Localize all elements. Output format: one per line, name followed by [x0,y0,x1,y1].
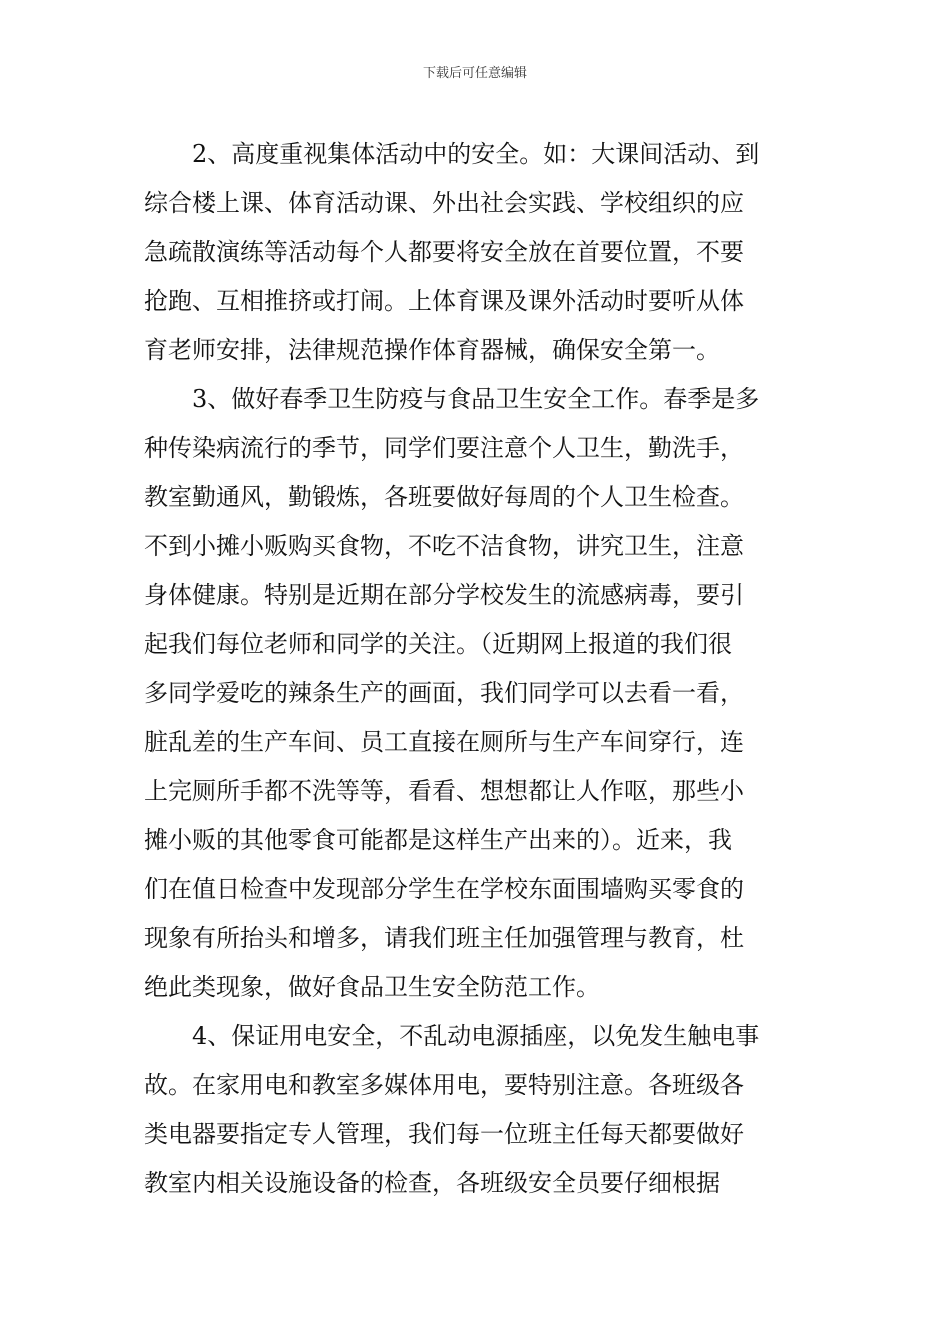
paragraph-2 [144,130,808,375]
paragraph-4 [144,1012,808,1208]
paragraph-3 [144,375,808,1012]
text-line: 摊小贩的其他零食可能都是这样生产出来的）。近来，我 [144,826,732,854]
text-line: 脏乱差的生产车间、员工直接在厕所与生产车间穿行，连 [144,728,744,756]
text-line: 绝此类现象，做好食品卫生安全防范工作。 [144,973,600,1001]
text-line: 们在值日检查中发现部分学生在学校东面围墙购买零食的 [144,875,744,903]
text-line: 急疏散演练等活动每个人都要将安全放在首要位置，不要 [144,238,744,266]
text-line: 身体健康。特别是近期在部分学校发生的流感病毒，要引 [144,581,744,609]
text-line: 故。在家用电和教室多媒体用电，要特别注意。各班级各 [144,1071,744,1099]
text-line: 不到小摊小贩购买食物，不吃不洁食物，讲究卫生，注意 [144,532,744,560]
text-line: 类电器要指定专人管理，我们每一位班主任每天都要做好 [144,1120,744,1148]
text-line: 现象有所抬头和增多，请我们班主任加强管理与教育，杜 [144,924,744,952]
text-line: 多同学爱吃的辣条生产的画面，我们同学可以去看一看， [144,679,744,707]
text-line: 2、高度重视集体活动中的安全。如：大课间活动、到 [192,140,760,168]
text-line: 上完厕所手都不洗等等，看看、想想都让人作呕，那些小 [144,777,744,805]
text-line: 4、保证用电安全，不乱动电源插座，以免发生触电事 [192,1022,760,1050]
page-header: 下载后可任意编辑 [422,66,527,81]
text-line: 育老师安排，法律规范操作体育器械，确保安全第一。 [144,336,720,364]
text-line: 种传染病流行的季节，同学们要注意个人卫生，勤洗手， [144,434,744,462]
text-line: 教室内相关设施设备的检查，各班级安全员要仔细根据 [144,1169,720,1197]
text-line: 综合楼上课、体育活动课、外出社会实践、学校组织的应 [144,189,744,217]
document-body [144,130,808,1208]
text-line: 抢跑、互相推挤或打闹。上体育课及课外活动时要听从体 [144,287,744,315]
text-line: 教室勤通风，勤锻炼，各班要做好每周的个人卫生检查。 [144,483,744,511]
text-line: 3、做好春季卫生防疫与食品卫生安全工作。春季是多 [192,385,760,413]
text-line: 起我们每位老师和同学的关注。（近期网上报道的我们很 [144,630,732,658]
